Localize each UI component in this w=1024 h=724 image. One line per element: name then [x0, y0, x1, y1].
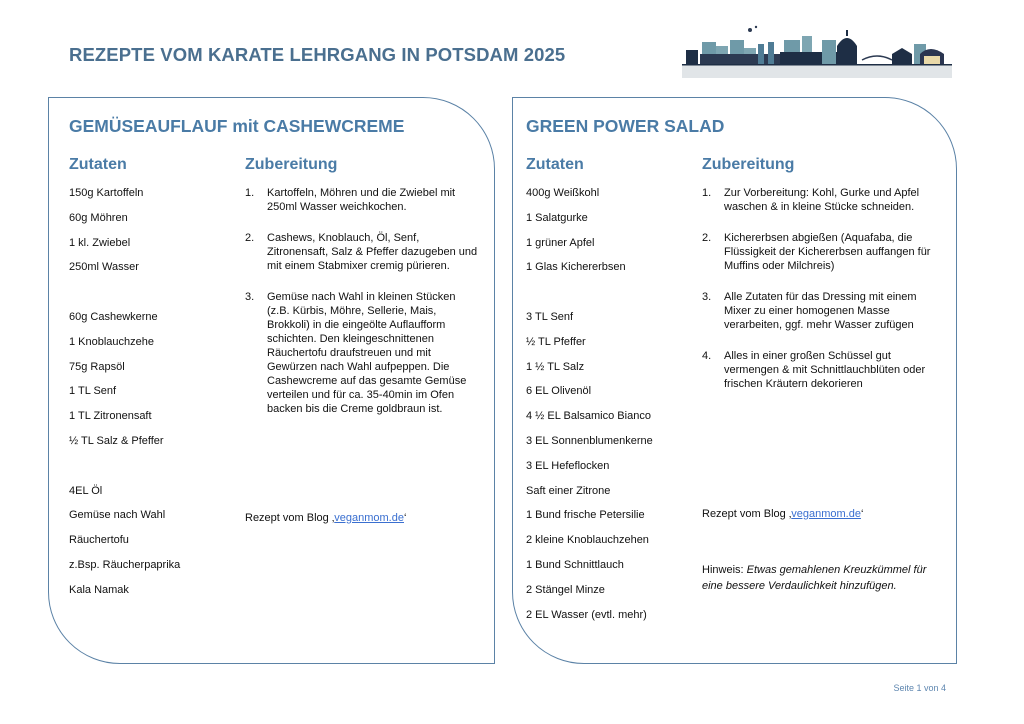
source-suffix: ‘ — [403, 512, 407, 524]
source-prefix: Rezept vom Blog ‚ — [245, 512, 335, 524]
ingredient-item: 4 ½ EL Balsamico Bianco — [526, 410, 651, 423]
ingredient-item: ½ TL Pfeffer — [526, 335, 586, 348]
ingredients-list — [69, 186, 180, 608]
ingredient-item: 3 EL Hefeflocken — [526, 459, 610, 472]
ingredient-item: ½ TL Salz & Pfeffer — [69, 434, 164, 447]
page-title: REZEPTE VOM KARATE LEHRGANG IN POTSDAM 2025 — [69, 44, 566, 65]
steps-list — [245, 186, 481, 433]
source-suffix: ‘ — [860, 508, 864, 520]
step-item — [702, 290, 942, 332]
ingredient-item: 2 kleine Knoblauchzehen — [526, 534, 649, 547]
ingredient-item: 1 Bund frische Petersilie — [526, 509, 645, 522]
step-item — [702, 349, 942, 391]
step-text: Alles in einer großen Schüssel gut vermengen & mit Schnittlauchblüten oder frischen Kräutern dekorieren — [724, 350, 926, 390]
step-text: Kichererbsen abgießen (Aquafaba, die Flüssigkeit der Kichererbsen auffangen für Muffins oder Milchreis) — [724, 232, 931, 272]
ingredient-item: 3 TL Senf — [526, 310, 574, 323]
step-number: 2. — [702, 232, 712, 244]
recipe-title: GEMÜSEAUFLAUF mit CASHEWCREME — [69, 116, 405, 136]
step-text: Cashews, Knoblauch, Öl, Senf, Zitronensaft, Salz & Pfeffer dazugeben und mit einem Stabmixer cremig pürieren. — [267, 232, 478, 272]
potsdam-skyline-image — [672, 22, 972, 82]
recipe-card-gemueseauflauf — [48, 97, 495, 664]
note-label: Hinweis: — [702, 564, 747, 576]
ingredient-item: 2 EL Wasser (evtl. mehr) — [526, 608, 647, 621]
step-number: 4. — [702, 350, 712, 362]
ingredient-item: Räuchertofu — [69, 534, 129, 547]
ingredient-item: 250ml Wasser — [69, 261, 139, 274]
ingredient-item: 6 EL Olivenöl — [526, 385, 592, 398]
ingredient-item: 1 Bund Schnittlauch — [526, 558, 624, 571]
ingredient-item: 1 Glas Kichererbsen — [526, 261, 626, 274]
skyline-reflection — [682, 64, 952, 78]
ingredient-spacer — [526, 285, 653, 310]
step-item — [245, 290, 481, 416]
recipe-card-green-power-salad — [512, 97, 957, 664]
ingredient-item: 1 Knoblauchzehe — [69, 335, 155, 348]
recipe-source — [245, 512, 406, 524]
step-number: 1. — [702, 187, 712, 199]
source-prefix: Rezept vom Blog ‚ — [702, 508, 792, 520]
step-item — [702, 231, 942, 273]
ingredient-item: 1 grüner Apfel — [526, 236, 595, 249]
step-text: Zur Vorbereitung: Kohl, Gurke und Apfel waschen & in kleine Stücke schneiden. — [724, 187, 920, 213]
recipe-note — [702, 562, 947, 594]
ingredient-item: 75g Rapsöl — [69, 360, 125, 373]
step-number: 3. — [245, 291, 255, 303]
ingredient-item: z.Bsp. Räucherpaprika — [69, 558, 181, 571]
ingredient-item: Kala Namak — [69, 583, 129, 596]
steps-list — [702, 186, 942, 408]
step-text: Alle Zutaten für das Dressing mit einem Mixer zu einer homogenen Masse verarbeiten, ggf. mehr Wasser zufügen — [724, 291, 917, 331]
ingredient-item: 3 EL Sonnenblumenkerne — [526, 434, 653, 447]
source-link[interactable]: veganmom.de — [791, 508, 861, 520]
step-item — [702, 186, 942, 214]
step-number: 1. — [245, 187, 255, 199]
ingredient-item: 400g Weißkohl — [526, 187, 600, 199]
ingredient-item: 60g Möhren — [69, 211, 128, 224]
ingredients-heading: Zutaten — [69, 156, 127, 173]
ingredient-item: 1 ½ TL Salz — [526, 360, 585, 373]
step-item — [245, 231, 481, 273]
ingredient-spacer — [69, 285, 180, 310]
note-text: Etwas gemahlenen Kreuzkümmel für eine bessere Verdaulichkeit hinzufügen. — [702, 564, 927, 592]
steps-heading: Zubereitung — [702, 156, 795, 173]
ingredient-spacer — [69, 459, 180, 484]
source-link[interactable]: veganmom.de — [334, 512, 404, 524]
step-number: 2. — [245, 232, 255, 244]
ingredient-item: 150g Kartoffeln — [69, 187, 144, 199]
page-number: Seite 1 von 4 — [893, 683, 946, 693]
step-number: 3. — [702, 291, 712, 303]
step-text: Gemüse nach Wahl in kleinen Stücken (z.B. Kürbis, Möhre, Sellerie, Mais, Brokkoli) in die eingeölte Auflaufform schichten. Den kleingeschnittenen Räuchertofu draufstreuen und mit Gewürzen nach Wahl aufpeppen. Die Cashewcreme auf das gesamte Gemüse verteilen und für ca. 35-40min im Ofen backen bis die Creme goldbraun ist. — [267, 291, 467, 415]
steps-heading: Zubereitung — [245, 156, 338, 173]
ingredient-item: 60g Cashewkerne — [69, 310, 158, 323]
ingredient-item: Gemüse nach Wahl — [69, 509, 166, 522]
step-text: Kartoffeln, Möhren und die Zwiebel mit 250ml Wasser weichkochen. — [267, 187, 456, 213]
ingredient-item: 1 kl. Zwiebel — [69, 236, 131, 249]
ingredient-item: 4EL Öl — [69, 484, 103, 497]
ingredient-item: 1 Salatgurke — [526, 211, 588, 224]
ingredients-list — [526, 186, 653, 632]
recipe-source — [702, 508, 863, 520]
ingredient-item: Saft einer Zitrone — [526, 484, 611, 497]
recipe-title: GREEN POWER SALAD — [526, 116, 725, 136]
ingredient-item: 1 TL Senf — [69, 385, 117, 398]
ingredient-item: 2 Stängel Minze — [526, 583, 605, 596]
step-item — [245, 186, 481, 214]
ingredients-heading: Zutaten — [526, 156, 584, 173]
ingredient-item: 1 TL Zitronensaft — [69, 410, 152, 423]
skyline-buildings — [682, 26, 952, 66]
